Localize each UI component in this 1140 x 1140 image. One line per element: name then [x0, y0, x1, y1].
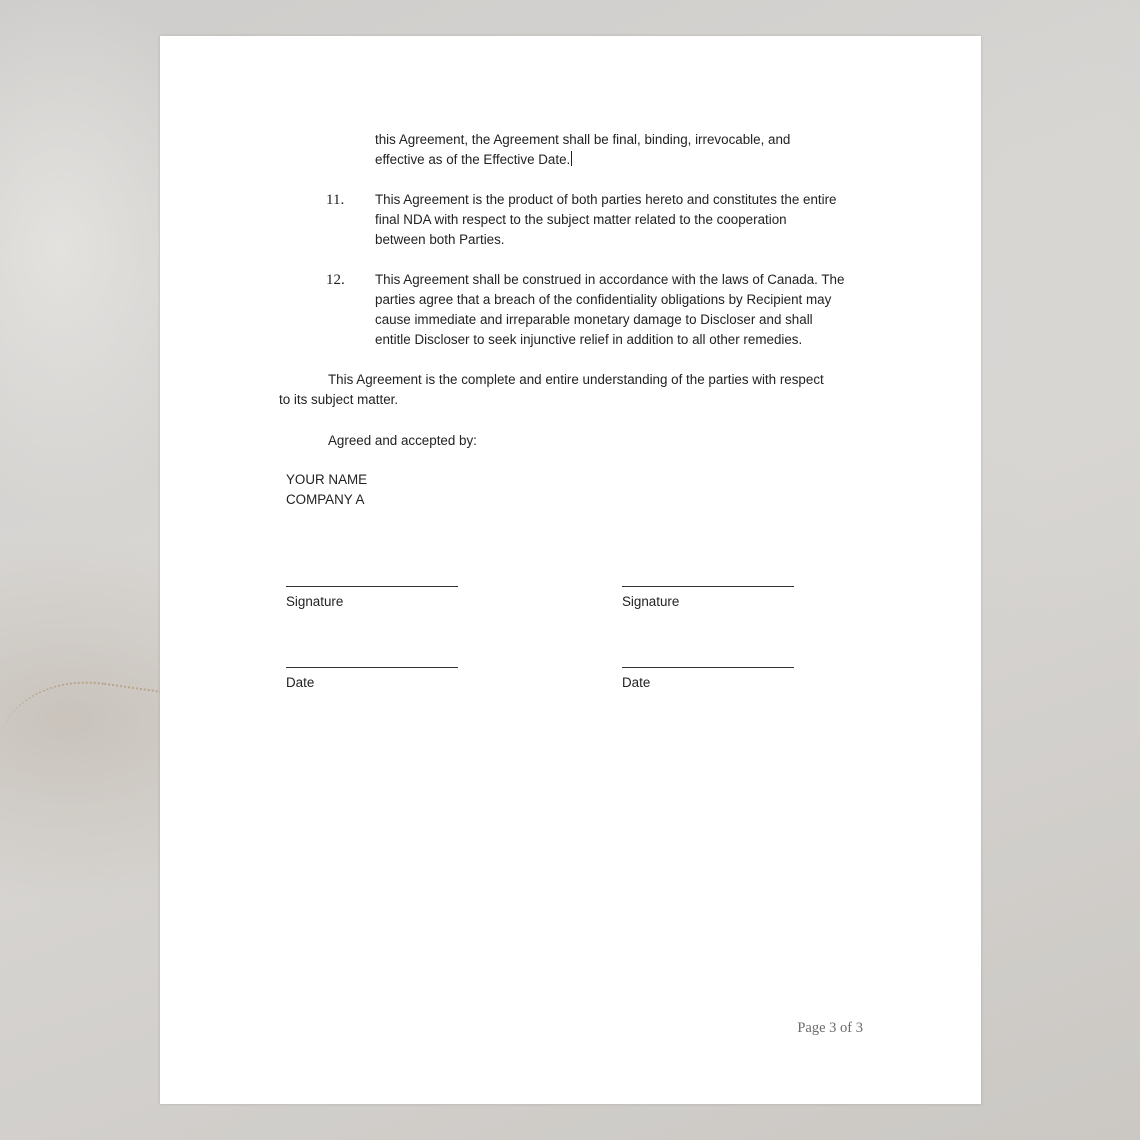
closing-line-2: to its subject matter.	[279, 392, 399, 407]
signature-label-left: Signature	[286, 594, 344, 609]
clause-10-line-1: this Agreement, the Agreement shall be final, binding, irrevocable, and	[375, 132, 791, 147]
closing-line-1: This Agreement is the complete and entire understanding of the parties with respect	[328, 372, 824, 387]
page-number: Page 3 of 3	[797, 1020, 863, 1036]
document-page[interactable]	[160, 36, 981, 1104]
clause-11-number: 11.	[326, 192, 345, 208]
clause-12-line-4: entitle Discloser to seek injunctive relief in addition to all other remedies.	[375, 332, 803, 347]
clause-12-line-1: This Agreement shall be construed in accordance with the laws of Canada. The	[375, 272, 845, 287]
date-label-right: Date	[622, 675, 651, 690]
party-name[interactable]: YOUR NAME	[286, 472, 368, 487]
clause-11-line-1: This Agreement is the product of both parties hereto and constitutes the entire	[375, 192, 837, 207]
date-line-left[interactable]	[286, 667, 458, 668]
clause-11-line-3: between both Parties.	[375, 232, 505, 247]
clause-11-line-2: final NDA with respect to the subject matter related to the cooperation	[375, 212, 787, 227]
clause-12-number: 12.	[326, 272, 345, 288]
clause-12-line-3: cause immediate and irreparable monetary damage to Discloser and shall	[375, 312, 813, 327]
signature-line-right[interactable]	[622, 586, 794, 587]
party-company[interactable]: COMPANY A	[286, 492, 365, 507]
signature-line-left[interactable]	[286, 586, 458, 587]
agreed-accepted-text: Agreed and accepted by:	[328, 433, 477, 448]
signature-label-right: Signature	[622, 594, 680, 609]
date-label-left: Date	[286, 675, 315, 690]
clause-10-line-2	[375, 150, 572, 170]
text-cursor	[571, 151, 572, 166]
background-fabric-seam	[0, 669, 168, 812]
date-line-right[interactable]	[622, 667, 794, 668]
clause-10-line-2-text: effective as of the Effective Date.	[375, 152, 571, 167]
clause-12-line-2: parties agree that a breach of the confidentiality obligations by Recipient may	[375, 292, 832, 307]
